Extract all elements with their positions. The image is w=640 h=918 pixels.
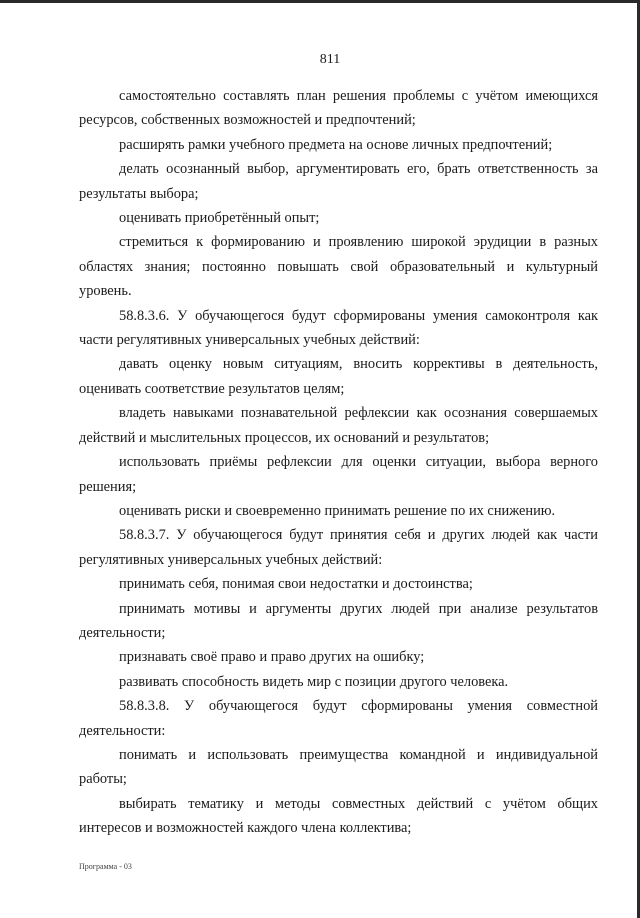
footer-label: Программа - 03 xyxy=(79,862,132,871)
paragraph-8: владеть навыками познавательной рефлексии как осознания совершаемых действий и мыслительных процессов, их оснований и результатов; xyxy=(79,405,598,446)
paragraph-5: стремиться к формированию и проявлению широкой эрудиции в разных областях знания; постоянно повышать свой образовательный и культурный уровень. xyxy=(79,234,598,300)
paragraph-12: принимать себя, понимая свои недостатки и достоинства; xyxy=(119,576,473,593)
paragraph-17: понимать и использовать преимущества командной и индивидуальной работы; xyxy=(79,746,598,788)
paragraph-1: самостоятельно составлять план решения проблемы с учётом имеющихся ресурсов, собственных возможностей и предпочтений; xyxy=(79,88,598,129)
paragraph-4: оценивать приобретённый опыт; xyxy=(119,210,320,227)
page-edge-top xyxy=(0,0,640,3)
paragraph-18: выбирать тематику и методы совместных действий с учётом общих интересов и возможностей каждого члена коллектива; xyxy=(79,795,598,837)
paragraph-2: расширять рамки учебного предмета на основе личных предпочтений; xyxy=(119,136,553,153)
paragraph-9: использовать приёмы рефлексии для оценки ситуации, выбора верного решения; xyxy=(79,454,598,495)
page-number: 811 xyxy=(319,52,341,67)
section-58-8-3-8: 58.8.3.8. У обучающегося будут сформированы умения совместной деятельности: xyxy=(79,698,598,739)
section-58-8-3-7: 58.8.3.7. У обучающегося будут принятия себя и других людей как части регулятивных универсальных учебных действий: xyxy=(79,527,598,568)
document-body xyxy=(79,84,598,841)
paragraph-14: признавать своё право и право других на ошибку; xyxy=(119,649,425,666)
paragraph-10: оценивать риски и своевременно принимать решение по их снижению. xyxy=(119,502,556,519)
section-58-8-3-6: 58.8.3.6. У обучающегося будут сформированы умения самоконтроля как части регулятивных универсальных учебных действий: xyxy=(79,307,598,349)
paragraph-15: развивать способность видеть мир с позиции другого человека. xyxy=(119,673,509,690)
paragraph-7: давать оценку новым ситуациям, вносить коррективы в деятельность, оценивать соответствие результатов целям; xyxy=(79,356,598,397)
paragraph-3: делать осознанный выбор, аргументировать его, брать ответственность за результаты выбора; xyxy=(79,161,598,202)
paragraph-13: принимать мотивы и аргументы других людей при анализе результатов деятельности; xyxy=(79,600,598,641)
